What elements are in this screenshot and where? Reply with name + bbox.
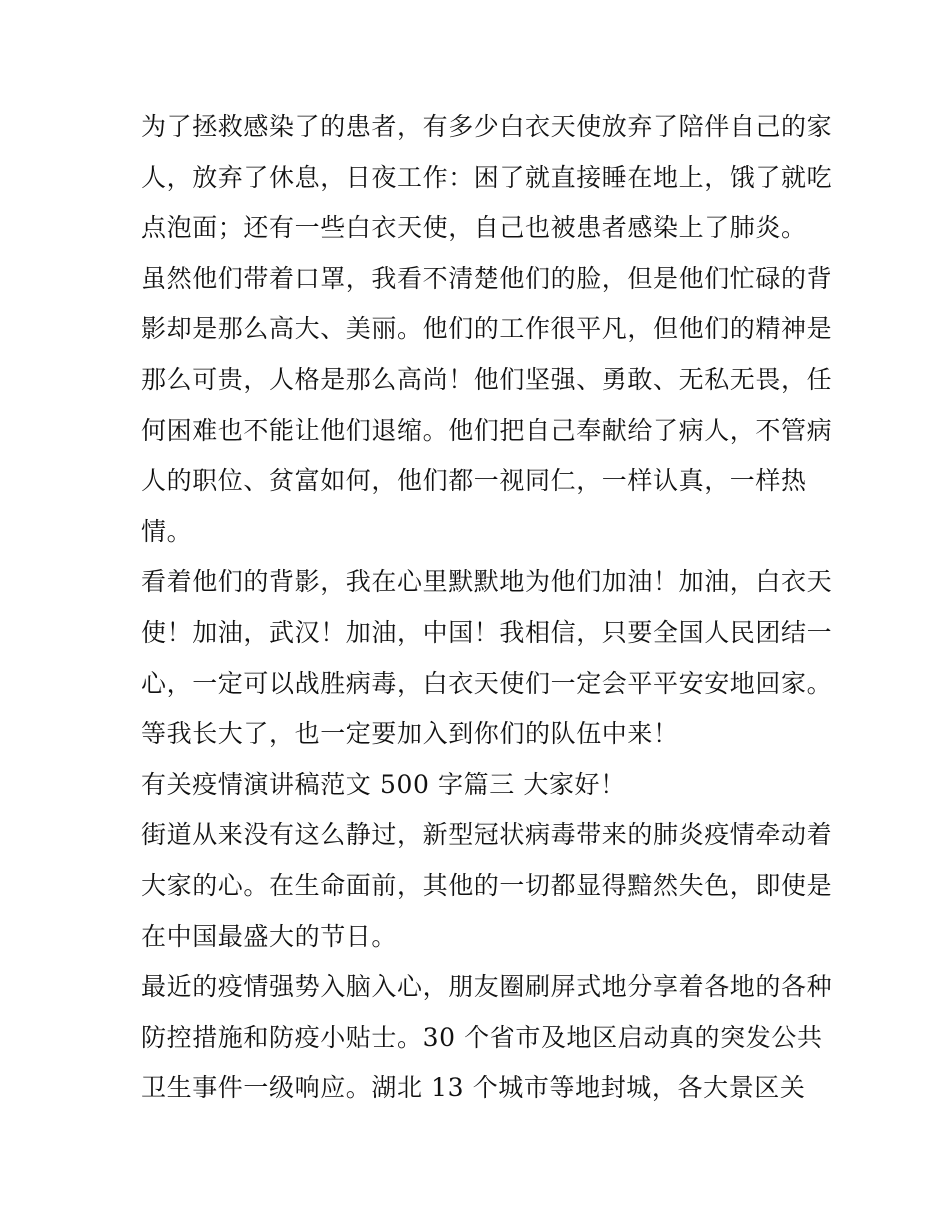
section-heading-line: 有关疫情演讲稿范文 500 字篇三 大家好！: [141, 769, 626, 799]
text-line: 在中国最盛大的节日。: [141, 921, 398, 951]
text-line: 人，放弃了休息，日夜工作：困了就直接睡在地上，饿了就吃: [141, 162, 833, 192]
text-line: 卫生事件一级响应。湖北 13 个城市等地封城，各大景区关: [141, 1073, 806, 1103]
text-line: 街道从来没有这么静过，新型冠状病毒带来的肺炎疫情牵动着: [141, 820, 833, 850]
text-line: 人的职位、贫富如何，他们都一视同仁，一样认真，一样热: [141, 466, 807, 496]
text-line: 心，一定可以战胜病毒，白衣天使们一定会平平安安地回家。: [141, 668, 833, 698]
document-body: [141, 102, 833, 1114]
text-line: 最近的疫情强势入脑入心，朋友圈刷屏式地分享着各地的各种: [141, 972, 833, 1002]
text-line: 大家的心。在生命面前，其他的一切都显得黯然失色，即使是: [141, 870, 833, 900]
text-line: 使！加油，武汉！加油，中国！我相信，只要全国人民团结一: [141, 617, 833, 647]
text-line: 防控措施和防疫小贴士。30 个省市及地区启动真的突发公共: [141, 1022, 823, 1052]
text-line: 点泡面；还有一些白衣天使，自己也被患者感染上了肺炎。: [141, 213, 807, 243]
text-line: 那么可贵，人格是那么高尚！他们坚强、勇敢、无私无畏，任: [141, 364, 833, 394]
text-line: 看着他们的背影，我在心里默默地为他们加油！加油，白衣天: [141, 567, 833, 597]
text-line: 为了拯救感染了的患者，有多少白衣天使放弃了陪伴自己的家: [141, 112, 833, 141]
text-line: 影却是那么高大、美丽。他们的工作很平凡，但他们的精神是: [141, 314, 833, 344]
text-line: 情。: [141, 516, 193, 546]
text-line: 虽然他们带着口罩，我看不清楚他们的脸，但是他们忙碌的背: [141, 263, 833, 293]
text-line: 等我长大了，也一定要加入到你们的队伍中来！: [141, 719, 679, 749]
text-line: 何困难也不能让他们退缩。他们把自己奉献给了病人，不管病: [141, 415, 833, 445]
